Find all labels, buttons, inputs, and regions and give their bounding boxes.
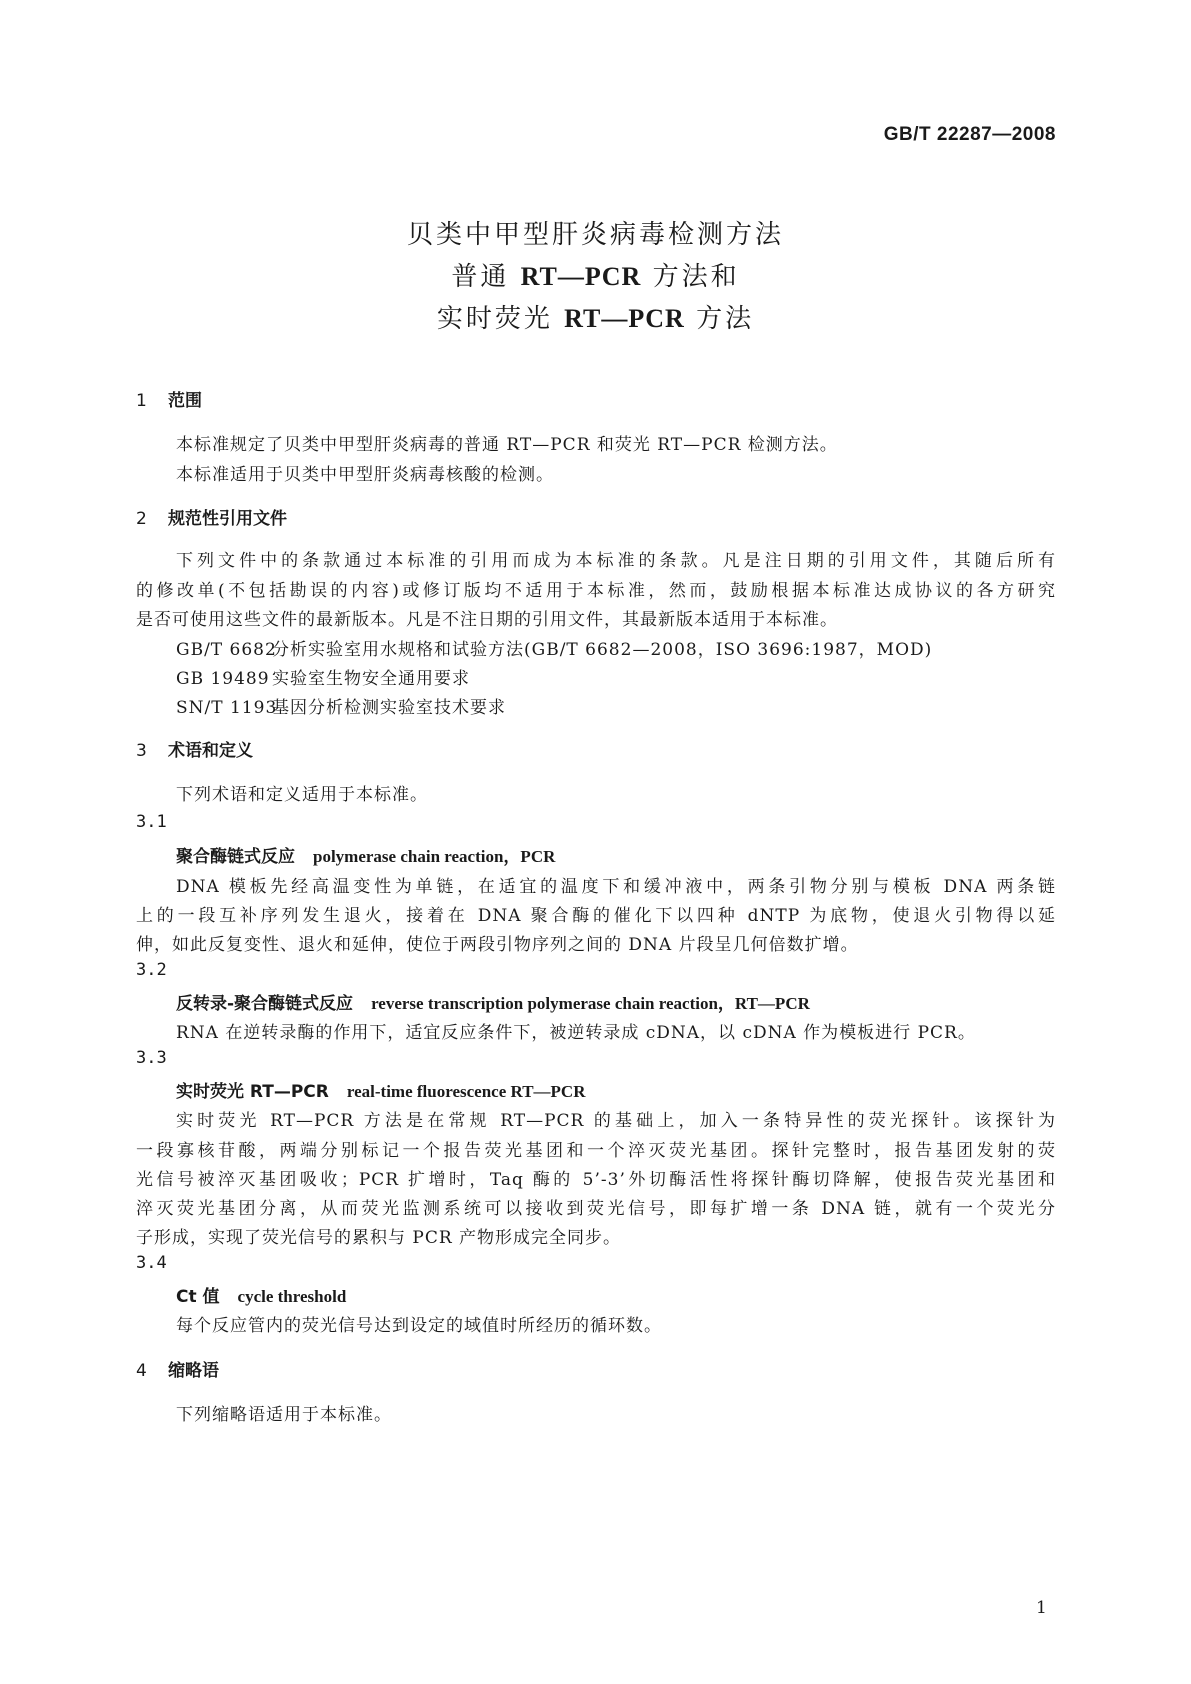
term-3-1-definition-line-2: 上的一段互补序列发生退火，接着在 DNA 聚合酶的催化下以四种 dNTP 为底物，使退火引物得以延 <box>136 906 1056 926</box>
term-3-1-definition-line-3: 伸，如此反复变性、退火和延伸，使位于两段引物序列之间的 DNA 片段呈几何倍数扩增。 <box>136 935 859 955</box>
section-1-paragraph-1: 本标准规定了贝类中甲型肝炎病毒的普通 RT—PCR 和荧光 RT—PCR 检测方法。 <box>176 435 838 455</box>
section-2-heading: 2 规范性引用文件 <box>136 509 287 529</box>
term-3-3-definition-line-3: 光信号被淬灭基团吸收；PCR 扩增时，Taq 酶的 5’-3’外切酶活性将探针酶切降解，使报告荧光基团和 <box>136 1170 1056 1190</box>
term-3-1-heading: 聚合酶链式反应 polymerase chain reaction，PCR <box>176 847 556 867</box>
section-4-intro: 下列缩略语适用于本标准。 <box>176 1405 392 1425</box>
term-3-3-definition-line-4: 淬灭荧光基团分离，从而荧光监测系统可以接收到荧光信号，即每扩增一条 DNA 链，就有一个荧光分 <box>136 1199 1056 1219</box>
reference-item: GB 19489 实验室生物安全通用要求 <box>176 669 470 689</box>
term-3-2-definition: RNA 在逆转录酶的作用下，适宜反应条件下，被逆转录成 cDNA，以 cDNA 作为模板进行 PCR。 <box>176 1023 976 1043</box>
term-3-3-heading: 实时荧光 RT—PCR real-time fluorescence RT—PCR <box>176 1082 586 1102</box>
term-3-3-definition-line-2: 一段寡核苷酸，两端分别标记一个报告荧光基团和一个淬灭荧光基团。探针完整时，报告基团发射的荧 <box>136 1141 1056 1161</box>
document-title-line-3: 实时荧光 RT—PCR 方法 <box>436 304 755 334</box>
section-1-heading: 1 范围 <box>136 391 202 411</box>
standard-code: GB/T 22287—2008 <box>883 124 1056 145</box>
term-3-3-definition-line-1: 实时荧光 RT—PCR 方法是在常规 RT—PCR 的基础上，加入一条特异性的荧光探针。该探针为 <box>176 1111 1056 1131</box>
section-2-paragraph-line-3: 是否可使用这些文件的最新版本。凡是不注日期的引用文件，其最新版本适用于本标准。 <box>136 610 838 630</box>
section-3-heading: 3 术语和定义 <box>136 741 253 761</box>
reference-item: SN/T 1193基因分析检测实验室技术要求 <box>176 698 506 718</box>
term-3-4-definition: 每个反应管内的荧光信号达到设定的域值时所经历的循环数。 <box>176 1316 662 1336</box>
document-title-line-1: 贝类中甲型肝炎病毒检测方法 <box>406 220 784 250</box>
term-3-3-number: 3.3 <box>136 1048 167 1068</box>
term-3-4-number: 3.4 <box>136 1253 167 1273</box>
section-2-paragraph-line-1: 下列文件中的条款通过本标准的引用而成为本标准的条款。凡是注日期的引用文件，其随后所有 <box>176 551 1056 571</box>
reference-item: GB/T 6682分析实验室用水规格和试验方法(GB/T 6682—2008，ISO 3696:1987，MOD) <box>176 640 933 660</box>
term-3-4-heading: Ct 值 cycle threshold <box>176 1287 347 1307</box>
term-3-3-definition-line-5: 子形成，实现了荧光信号的累积与 PCR 产物形成完全同步。 <box>136 1228 622 1248</box>
section-1-paragraph-2: 本标准适用于贝类中甲型肝炎病毒核酸的检测。 <box>176 465 554 485</box>
section-4-heading: 4 缩略语 <box>136 1361 219 1381</box>
section-3-intro: 下列术语和定义适用于本标准。 <box>176 785 428 805</box>
term-3-1-number: 3.1 <box>136 812 167 832</box>
term-3-1-definition-line-1: DNA 模板先经高温变性为单链，在适宜的温度下和缓冲液中，两条引物分别与模板 DNA 两条链 <box>176 877 1056 897</box>
page-number: 1 <box>1036 1598 1047 1618</box>
term-3-2-number: 3.2 <box>136 960 167 980</box>
document-title-line-2: 普通 RT—PCR 方法和 <box>451 262 740 292</box>
term-3-2-heading: 反转录-聚合酶链式反应 reverse transcription polymerase chain reaction，RT—PCR <box>176 994 810 1014</box>
section-2-paragraph-line-2: 的修改单(不包括勘误的内容)或修订版均不适用于本标准，然而，鼓励根据本标准达成协议的各方研究 <box>136 581 1056 601</box>
